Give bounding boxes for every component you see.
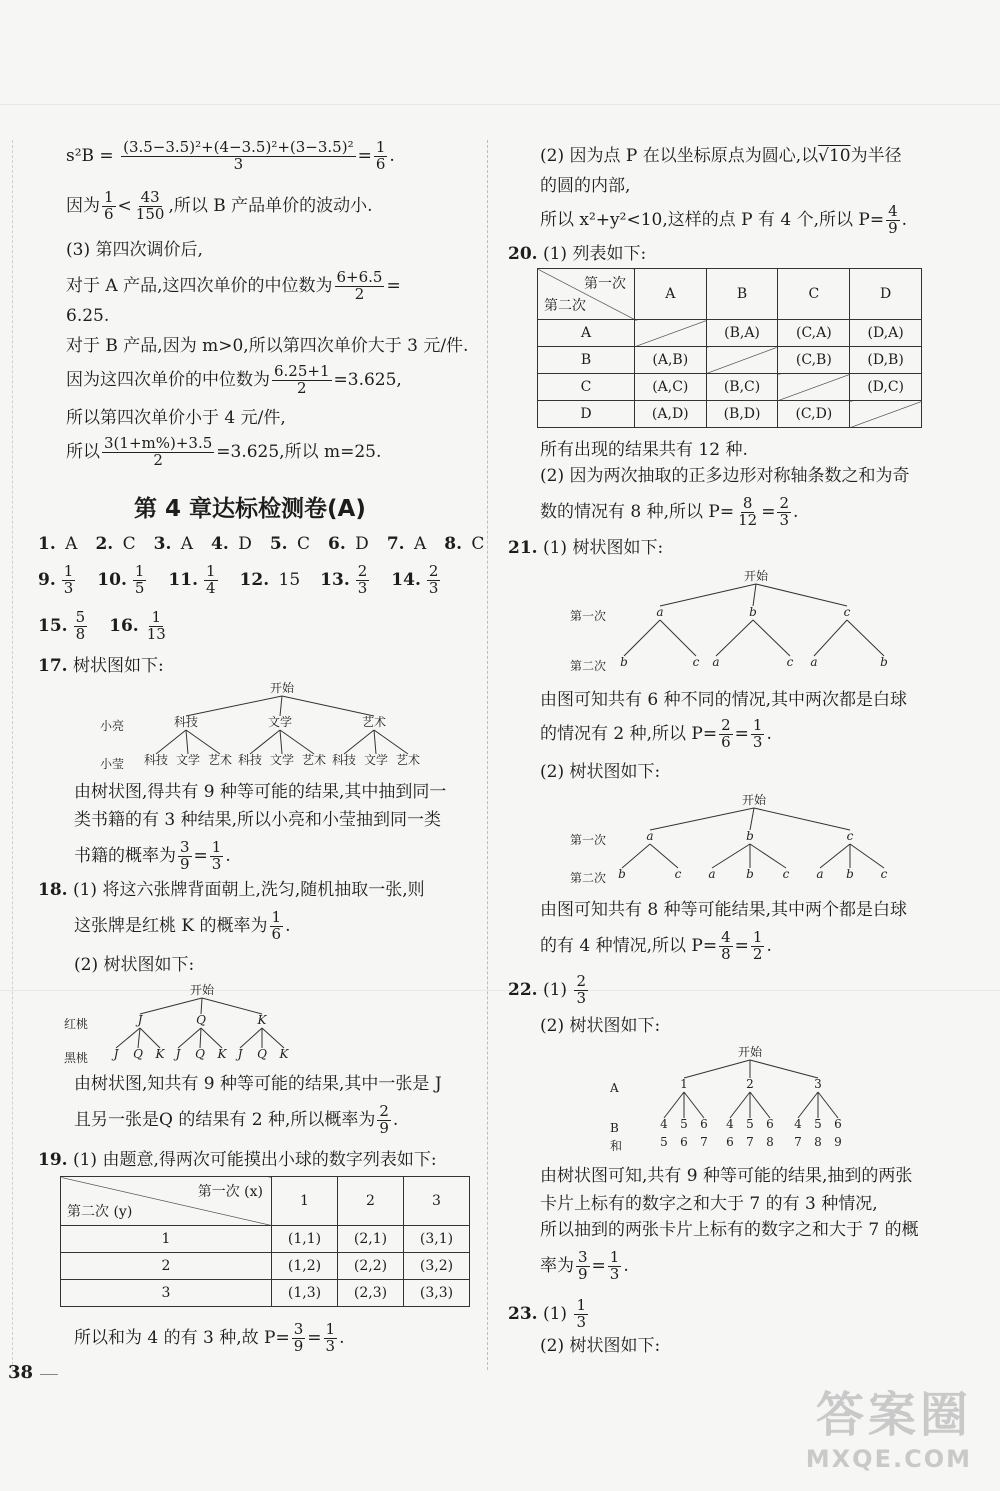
tree-branch: [660, 584, 756, 606]
text-line: 类书籍的有 3 种结果,所以小亮和小莹抽到同一类: [74, 810, 442, 830]
table-row: [538, 320, 922, 347]
table-cell: (3,3): [404, 1280, 470, 1307]
left-margin-rule: [12, 140, 13, 1370]
fraction: $\frac{1}{6}$: [375, 138, 386, 173]
answer-fraction: $\frac{1}{5}$: [134, 562, 145, 597]
text-line: (2) 树状图如下:: [540, 1016, 661, 1036]
tree-diagram-22: [610, 1042, 880, 1152]
answer-item: [38, 534, 77, 554]
tree-row-label: 第二次: [570, 871, 607, 885]
tree-branch: [201, 1028, 222, 1048]
answer-number: 7.: [386, 534, 405, 554]
answer-value: D: [232, 534, 252, 554]
table-column-header: A: [635, 269, 707, 320]
variance-line: s²B = $\frac{\text{(3.5−3.5)²+(4−3.5)²+(3−3.5)²}}{3}$ = $\frac{1}{6}$ .: [66, 138, 395, 173]
table-corner-header: [538, 269, 635, 320]
table-cell: [706, 347, 778, 374]
table-row: [538, 401, 922, 428]
text-line: 由图可知共有 8 种等可能结果,其中两个都是白球: [540, 900, 908, 920]
corner-top-label: 第一次 (x): [197, 1184, 263, 1200]
tree-leaf: b: [880, 655, 888, 669]
tree-leaf: c: [880, 867, 888, 881]
table-19: [60, 1176, 470, 1307]
tree-branch: [624, 620, 660, 656]
tree-leaf: 科技: [143, 753, 169, 767]
probability-line: 率为 $\frac{3}{9}$ = $\frac{1}{3}$ .: [540, 1248, 629, 1283]
tree-branch: [280, 696, 282, 716]
tree-leaf: 艺术: [301, 753, 327, 767]
tree-branch: [156, 730, 186, 754]
answer-value: A: [59, 534, 78, 554]
text-line: (2) 树状图如下:: [540, 1336, 661, 1356]
tree-node: b: [746, 829, 754, 843]
answer-value: C: [117, 534, 136, 554]
tree-sum: 6: [726, 1135, 734, 1149]
answer-item: [270, 534, 310, 554]
tree-root: 开始: [743, 569, 769, 583]
answer-number: 13.: [320, 569, 350, 590]
answer-number: 9.: [38, 569, 56, 590]
answer-number: 12.: [239, 569, 270, 590]
tree-leaf: a: [810, 655, 818, 669]
tree-leaf: c: [674, 867, 682, 881]
median-line: 因为这四次单价的中位数为 $\frac{6.25+1}{2}$ =3.625,: [66, 362, 402, 397]
tree-diagram-21-2: [570, 790, 900, 885]
tree-branch: [750, 1060, 818, 1078]
tree-leaf: a: [708, 867, 716, 881]
watermark: [806, 1376, 972, 1473]
tree-branch: [798, 1092, 818, 1118]
text-line: 对于 B 产品,因为 m>0,所以第四次单价大于 3 元/件.: [66, 336, 469, 356]
table-cell: (1,2): [272, 1253, 338, 1280]
table-column-header: D: [850, 269, 922, 320]
tree-root: 开始: [269, 681, 295, 695]
probability-line: 的有 4 种情况,所以 P= $\frac{4}{8}$ = $\frac{1}{2}$ .: [540, 928, 772, 963]
tree-sum: 6: [680, 1135, 688, 1149]
tree-leaf: J: [175, 1047, 181, 1061]
fraction: $\frac{\text{(3.5−3.5)²+(4−3.5)²+(3−3.5)²}}{3}$: [123, 138, 354, 173]
answer-value: C: [291, 534, 311, 554]
table-header-row: [538, 269, 922, 320]
probability-line: 的情况有 2 种,所以 P= $\frac{2}{6}$ = $\frac{1}{3}$ .: [540, 716, 772, 751]
table-column-header: B: [706, 269, 778, 320]
tree-branch: [140, 998, 202, 1014]
answers-row-3: [38, 610, 190, 643]
tree-leaf: b: [746, 867, 754, 881]
answer-value: A: [175, 534, 194, 554]
tree-leaf: 文学: [269, 753, 295, 767]
table-cell: (1,3): [272, 1280, 338, 1307]
tree-branch: [186, 730, 220, 754]
answers-row-1: [38, 534, 502, 555]
table-cell: (A,D): [635, 401, 707, 428]
answer-value: D: [349, 534, 369, 554]
tree-leaf: 科技: [237, 753, 263, 767]
question-20: 20. (1) 列表如下:: [508, 244, 647, 264]
tree-node: 科技: [173, 715, 199, 729]
table-corner-header: [61, 1177, 272, 1226]
table-cell: (C,D): [778, 401, 850, 428]
tree-branch: [753, 620, 790, 656]
corner-bottom-label: 第二次: [544, 298, 586, 314]
table-row-header: A: [538, 320, 635, 347]
text-line: 由树状图可知,共有 9 种等可能的结果,抽到的两张: [540, 1166, 913, 1186]
tree-sum: 8: [814, 1135, 822, 1149]
answer-value: C: [466, 534, 485, 554]
tree-leaf: 文学: [175, 753, 201, 767]
table-cell: (A,C): [635, 374, 707, 401]
tree-branch: [750, 1092, 770, 1118]
tree-node: J: [137, 1013, 143, 1027]
tree-branch: [201, 998, 202, 1014]
answer-item: [95, 534, 135, 554]
answer-number: 4.: [211, 534, 229, 554]
tree-node: 文学: [267, 715, 293, 729]
tree-branch: [754, 808, 850, 830]
tree-branch: [814, 620, 847, 656]
text-line: 6.25.: [66, 306, 110, 326]
table-cell: (A,B): [635, 347, 707, 374]
table-cell: (3,2): [404, 1253, 470, 1280]
tree-branch: [847, 620, 884, 656]
text-line: (2) 因为点 P 在以坐标原点为圆心,以√10为半径: [540, 146, 902, 166]
tree-branch: [374, 730, 376, 754]
tree-node: c: [846, 829, 854, 843]
answer-fraction: $\frac{1}{13}$: [146, 608, 166, 643]
table-cell: [850, 401, 922, 428]
table-cell: (3,1): [404, 1226, 470, 1253]
tree-leaf: 艺术: [207, 753, 233, 767]
tree-leaf: c: [786, 655, 794, 669]
table-cell: (B,C): [706, 374, 778, 401]
text-line: (3) 第四次调价后,: [66, 240, 203, 260]
column-divider: [487, 140, 488, 1370]
text-line: 由树状图,得共有 9 种等可能的结果,其中抽到同一: [74, 782, 447, 802]
table-row: [538, 374, 922, 401]
table-cell: (1,1): [272, 1226, 338, 1253]
answer-item: [240, 570, 301, 590]
tree-branch: [684, 1060, 750, 1078]
answer-fraction: $\frac{2}{3}$: [357, 562, 368, 597]
table-row: [538, 347, 922, 374]
solve-line: 所以 $\frac{3(1+m\%)+3.5}{2}$ =3.625,所以 m=25.: [66, 434, 382, 469]
question-18: 18. (1) 将这六张牌背面朝上,洗匀,随机抽取一张,则: [38, 880, 425, 900]
tree-branch: [178, 1028, 201, 1048]
tree-node: 2: [746, 1077, 754, 1091]
answer-fraction: $\frac{1}{4}$: [206, 562, 216, 597]
top-rule: [0, 104, 1000, 105]
answer-number: 1.: [38, 534, 56, 554]
watermark-url: MXQE.COM: [805, 1445, 972, 1473]
tree-leaf: 科技: [331, 753, 357, 767]
answer-item: [97, 562, 148, 597]
tree-row-label: 黑桃: [64, 1051, 89, 1065]
table-row: [61, 1226, 470, 1253]
table-column-header: 2: [338, 1177, 404, 1226]
tree-leaf: J: [237, 1047, 243, 1061]
tree-leaf: c: [692, 655, 700, 669]
tree-row-label: 和: [610, 1139, 623, 1152]
answer-number: 11.: [168, 569, 198, 590]
text-line: 卡片上标有的数字之和大于 7 的有 3 种情况,: [540, 1194, 878, 1214]
tree-branch: [280, 730, 314, 754]
table-column-header: 3: [404, 1177, 470, 1226]
answer-item: [168, 562, 219, 597]
tree-branch: [374, 730, 408, 754]
probability-line: 数的情况有 8 种,所以 P= $\frac{8}{12}$ = $\frac{2}{3}$ .: [540, 494, 799, 529]
tree-branch: [818, 1092, 838, 1118]
corner-bottom-label: 第二次 (y): [67, 1204, 133, 1220]
text-line: (2) 树状图如下:: [540, 762, 661, 782]
tree-sum: 8: [766, 1135, 774, 1149]
page-number-rule: [40, 1374, 58, 1375]
tree-root: 开始: [189, 983, 215, 997]
answer-value: A: [408, 534, 427, 554]
table-cell: (D,B): [850, 347, 922, 374]
table-column-header: C: [778, 269, 850, 320]
answer-number: 3.: [153, 534, 172, 554]
tree-branch: [344, 730, 374, 754]
answer-number: 5.: [269, 534, 288, 554]
answer-number: 16.: [109, 615, 139, 636]
tree-branch: [240, 1028, 262, 1048]
median-line: 对于 A 产品,这四次单价的中位数为 $\frac{6+6.5}{2}$ =: [66, 268, 401, 303]
table-row-header: 3: [61, 1280, 272, 1307]
tree-branch: [716, 620, 753, 656]
table-cell: (B,D): [706, 401, 778, 428]
question-17: 17. 树状图如下:: [38, 656, 164, 676]
tree-leaf: 6: [766, 1117, 774, 1131]
text-line: 所有出现的结果共有 12 种.: [540, 440, 748, 460]
question-23: 23. (1) $\frac{1}{3}$: [508, 1296, 587, 1331]
tree-branch: [280, 730, 282, 754]
tree-branch: [116, 1028, 140, 1048]
tree-sum: 7: [794, 1135, 802, 1149]
tree-leaf: 4: [726, 1117, 734, 1131]
tree-leaf: a: [816, 867, 824, 881]
table-row: [61, 1253, 470, 1280]
tree-leaf: 艺术: [395, 753, 421, 767]
answer-number: 10.: [97, 569, 127, 590]
answer-item: [154, 534, 193, 554]
tree-leaf: 5: [680, 1117, 688, 1131]
tree-branch: [684, 1092, 704, 1118]
question-21: 21. (1) 树状图如下:: [508, 538, 664, 558]
tree-branch: [650, 808, 754, 830]
text-line: 的圆的内部,: [540, 176, 631, 196]
table-cell: (B,A): [706, 320, 778, 347]
text-line: 由图可知共有 6 种不同的情况,其中两次都是白球: [540, 690, 908, 710]
tree-leaf: 6: [700, 1117, 708, 1131]
table-row-header: 1: [61, 1226, 272, 1253]
tree-node: 1: [680, 1077, 688, 1091]
tree-branch: [200, 1028, 201, 1048]
page-number: 38: [8, 1362, 34, 1383]
answer-fraction: $\frac{2}{3}$: [428, 562, 439, 597]
tree-branch: [262, 1028, 284, 1048]
table-cell: (C,B): [778, 347, 850, 374]
tree-root: 开始: [741, 793, 767, 807]
tree-branch: [282, 696, 374, 716]
tree-sum: 7: [700, 1135, 708, 1149]
answer-item: [444, 534, 484, 554]
tree-node: Q: [196, 1013, 206, 1027]
tree-leaf: Q: [195, 1047, 205, 1061]
answer-number: 8.: [444, 534, 462, 554]
question-22: 22. (1) $\frac{2}{3}$: [508, 972, 587, 1007]
tree-leaf: 文学: [363, 753, 389, 767]
tree-branch: [756, 584, 847, 606]
tree-branch: [750, 808, 754, 830]
tree-branch: [730, 1092, 750, 1118]
answer-item: [328, 534, 369, 554]
tree-row-label: 第一次: [570, 833, 607, 847]
answer-number: 2.: [95, 534, 114, 554]
tree-sum: 9: [834, 1135, 842, 1149]
table-row-header: B: [538, 347, 635, 374]
table-cell: (2,1): [338, 1226, 404, 1253]
answer-fraction: $\frac{5}{8}$: [75, 608, 86, 643]
table-20: [537, 268, 922, 428]
tree-row-label: 小莹: [100, 757, 125, 771]
table-cell: (D,A): [850, 320, 922, 347]
answer-item: [320, 562, 371, 597]
sqrt-ten: √10: [818, 146, 851, 166]
tree-node: c: [843, 605, 851, 619]
table-cell: (2,2): [338, 1253, 404, 1280]
tree-sum: 7: [746, 1135, 754, 1149]
tree-branch: [138, 1028, 140, 1048]
tree-leaf: b: [618, 867, 626, 881]
tree-leaf: K: [217, 1047, 227, 1061]
text-line: 所以第四次单价小于 4 元/件,: [66, 408, 286, 428]
watermark-logo-text: 答案圈: [815, 1387, 972, 1443]
tree-branch: [250, 730, 280, 754]
probability-line: 所以 x²+y²<10,这样的点 P 有 4 个,所以 P= $\frac{4}{9}$ .: [540, 202, 908, 237]
table-cell: [635, 320, 707, 347]
tree-leaf: 4: [660, 1117, 668, 1131]
table-row-header: 2: [61, 1253, 272, 1280]
tree-node: a: [646, 829, 654, 843]
answer-item: [109, 608, 170, 643]
answer-number: 14.: [391, 569, 421, 590]
tree-diagram-21-1: [570, 566, 900, 676]
tree-branch: [660, 620, 696, 656]
section-heading: 第 4 章达标检测卷(A): [134, 496, 366, 522]
text-line: (2) 树状图如下:: [74, 955, 195, 975]
table-cell: (2,3): [338, 1280, 404, 1307]
tree-branch: [753, 584, 756, 606]
tree-leaf: 5: [746, 1117, 754, 1131]
table-header-row: [61, 1177, 470, 1226]
answer-item: [387, 534, 426, 554]
tree-row-label: 第二次: [570, 659, 607, 673]
tree-branch: [202, 998, 262, 1014]
tree-node: a: [656, 605, 664, 619]
corner-top-label: 第一次: [584, 276, 626, 292]
tree-leaf: a: [712, 655, 720, 669]
tree-row-label: A: [610, 1081, 619, 1095]
tree-branch: [750, 844, 786, 868]
tree-branch: [186, 730, 188, 754]
answer-item: [211, 534, 252, 554]
table-cell: [778, 374, 850, 401]
tree-leaf: K: [155, 1047, 165, 1061]
answer-value: 15: [273, 569, 301, 590]
probability-line: 且另一张是Q 的结果有 2 种,所以概率为 $\frac{2}{9}$ .: [74, 1102, 399, 1137]
tree-leaf: K: [279, 1047, 289, 1061]
tree-branch: [712, 844, 750, 868]
tree-branch: [622, 844, 650, 868]
table-cell: (D,C): [850, 374, 922, 401]
tree-node: K: [257, 1013, 267, 1027]
probability-line: 所以和为 4 的有 3 种,故 P= $\frac{3}{9}$ = $\frac{1}{3}$ .: [74, 1320, 345, 1355]
answers-row-2: [38, 564, 462, 597]
probability-line: 这张牌是红桃 K 的概率为 $\frac{1}{6}$ .: [74, 908, 291, 943]
table-row-header: D: [538, 401, 635, 428]
tree-branch: [650, 844, 678, 868]
tree-row-label: 第一次: [570, 609, 607, 623]
probability-line: 书籍的概率为 $\frac{3}{9}$ = $\frac{1}{3}$ .: [74, 838, 231, 873]
tree-branch: [664, 1092, 684, 1118]
table-row: [61, 1280, 470, 1307]
tree-root: 开始: [737, 1045, 763, 1059]
answer-number: 6.: [328, 534, 346, 554]
tree-row-label: B: [610, 1121, 619, 1135]
tree-leaf: 5: [814, 1117, 822, 1131]
tree-node: 3: [814, 1077, 822, 1091]
text-line: 所以抽到的两张卡片上标有的数字之和大于 7 的概: [540, 1220, 919, 1240]
tree-branch: [820, 844, 850, 868]
compare-line: 因为 $\frac{1}{6}$ < $\frac{43}{150}$ ,所以 B 产品单价的波动小.: [66, 188, 373, 223]
tree-node: 艺术: [361, 715, 387, 729]
tree-leaf: 6: [834, 1117, 842, 1131]
tree-diagram-18: [64, 980, 304, 1065]
table-column-header: 1: [272, 1177, 338, 1226]
tree-leaf: Q: [257, 1047, 267, 1061]
tree-leaf: b: [846, 867, 854, 881]
tree-branch: [140, 1028, 160, 1048]
text-line: 由树状图,知共有 9 种等可能的结果,其中一张是 J: [74, 1074, 442, 1094]
table-cell: (C,A): [778, 320, 850, 347]
tree-leaf: Q: [133, 1047, 143, 1061]
tree-row-label: 红桃: [64, 1017, 89, 1031]
tree-sum: 5: [660, 1135, 668, 1149]
tree-row-label: 小亮: [100, 719, 125, 733]
tree-branch: [186, 696, 282, 716]
answer-item: [391, 562, 442, 597]
tree-node: b: [749, 605, 757, 619]
tree-leaf: b: [620, 655, 628, 669]
answer-item: [38, 562, 77, 597]
tree-leaf: J: [113, 1047, 119, 1061]
question-19: 19. (1) 由题意,得两次可能摸出小球的数字列表如下:: [38, 1150, 437, 1170]
table-row-header: C: [538, 374, 635, 401]
tree-diagram-17: [100, 676, 440, 771]
tree-branch: [850, 844, 884, 868]
answer-fraction: $\frac{1}{3}$: [63, 562, 74, 597]
tree-leaf: c: [782, 867, 790, 881]
answer-item: [38, 608, 89, 643]
answer-number: 15.: [38, 615, 68, 636]
text-line: (2) 因为两次抽取的正多边形对称轴条数之和为奇: [540, 466, 910, 486]
tree-leaf: 4: [794, 1117, 802, 1131]
